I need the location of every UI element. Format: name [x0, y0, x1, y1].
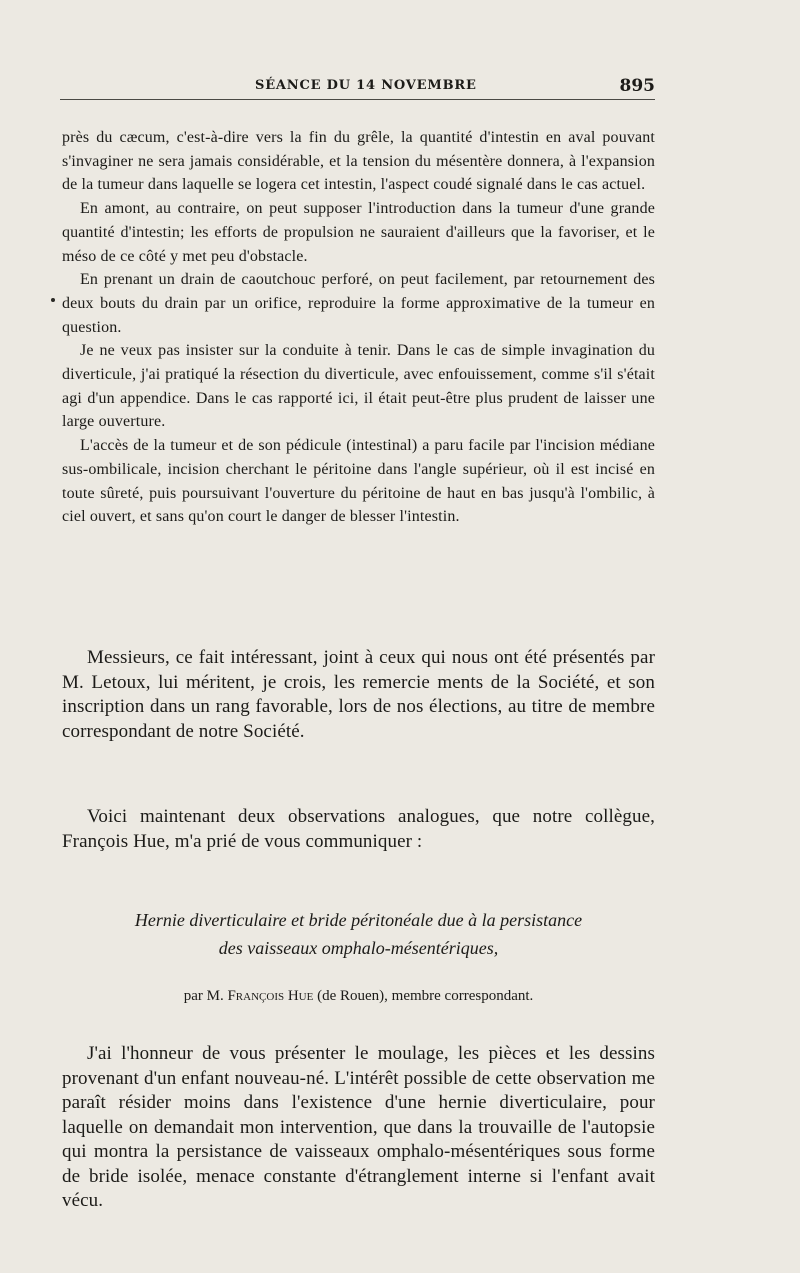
running-title: SÉANCE DU 14 NOVEMBRE	[255, 78, 477, 93]
paragraph: Messieurs, ce fait intéressant, joint à ceux qui nous ont été présentés par M. Letoux, lui méritent, je crois, les remercie ments de la Société, et son inscription dans un rang favorable, lors de nos élections, au titre de membre correspondant de notre Société.	[62, 647, 655, 742]
paragraph: près du cæcum, c'est-à-dire vers la fin du grêle, la quantité d'intestin en aval pouvant s'invaginer ne sera jamais considérable, et la tension du mésentère donnera, à l'expansion de la tumeur dans laquelle se logera cet intestin, l'aspect coudé signalé dans le cas actuel.	[62, 129, 655, 194]
header-rule	[60, 99, 655, 100]
byline	[62, 986, 655, 1006]
page-number: 895	[619, 76, 655, 96]
byline-suffix: (de Rouen), membre correspondant.	[317, 988, 534, 1004]
running-header	[60, 76, 655, 100]
byline-prefix: par M.	[183, 988, 224, 1004]
paragraph: J'ai l'honneur de vous présenter le moulage, les pièces et les dessins provenant d'un enfant nouveau-né. L'intérêt possible de cette observation me paraît résider moins dans l'existence d'une hernie diverticulaire, pour laquelle on demandait mon intervention, que dans la trouvaille de l'autopsie qui montra la persistance de vaisseaux omphalo-mésentériques sous forme de bride isolée, menace constante d'étranglement interne si l'enfant avait vécu.	[62, 1043, 655, 1211]
paragraph: En prenant un drain de caoutchouc perforé, on peut facilement, par retournement des deux bouts du drain par un orifice, reproduire la forme approximative de la tumeur en question.	[62, 271, 655, 336]
section-title	[62, 906, 655, 962]
transition-remarks	[62, 805, 655, 854]
paragraph: Voici maintenant deux observations analogues, que notre collègue, François Hue, m'a prié de vous communiquer :	[62, 806, 655, 852]
case-discussion-text	[62, 126, 655, 529]
observation-text	[62, 1042, 655, 1214]
paragraph: Je ne veux pas insister sur la conduite à tenir. Dans le cas de simple invagination du diverticule, j'ai pratiqué la résection du diverticule, avec enfouissement, comme s'il s'était agi d'un appendice. Dans le cas rapporté ici, il était peut-être plus prudent de laisser une large ouverture.	[62, 342, 655, 431]
section-title-line: des vaisseaux omphalo-mésentériques,	[218, 938, 499, 958]
margin-mark	[51, 298, 55, 302]
paragraph: L'accès de la tumeur et de son pédicule (intestinal) a paru facile par l'incision médiane sus-ombilicale, incision cherchant le péritoine dans l'angle supérieur, où il est incisé en toute sûreté, puis poursuivant l'ouverture du péritoine de haut en bas jusqu'à l'ombilic, à ciel ouvert, et sans qu'on court le danger de blesser l'intestin.	[62, 437, 655, 526]
paragraph: En amont, au contraire, on peut supposer l'introduction dans la tumeur d'une grande quantité d'intestin; les efforts de propulsion ne sauraient d'ailleurs que la favoriser, et le méso de ce côté y met peu d'obstacle.	[62, 200, 655, 265]
section-title-line: Hernie diverticulaire et bride péritonéale due à la persistance	[134, 910, 583, 930]
byline-author: François Hue	[227, 988, 314, 1004]
closing-remarks	[62, 646, 655, 744]
